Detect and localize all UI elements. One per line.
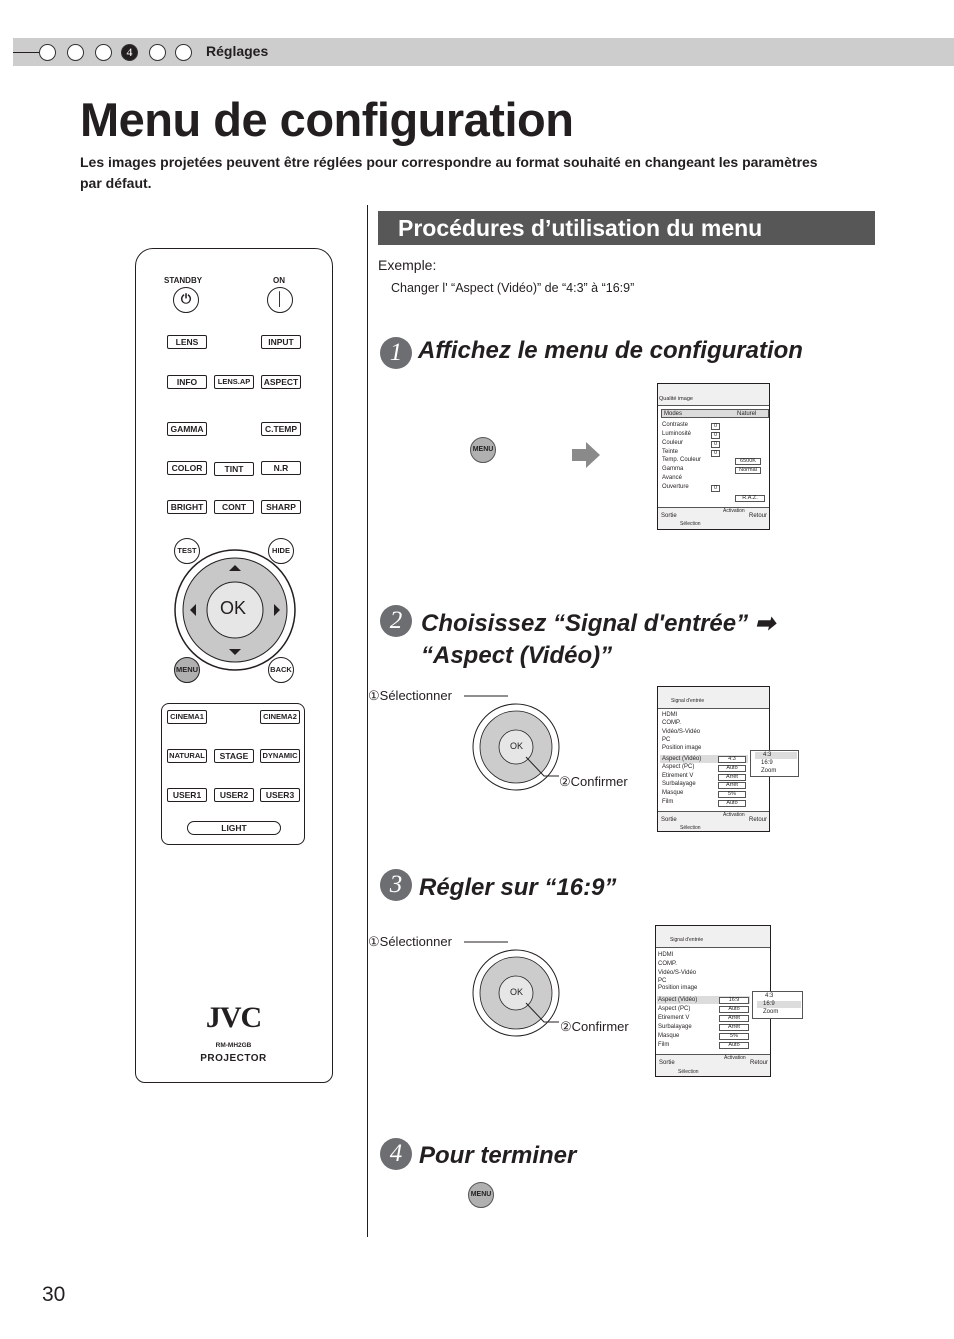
select-label: ①Sélectionner <box>368 934 452 949</box>
section-circle-1 <box>39 44 56 61</box>
footer-return: Retour <box>750 1060 769 1066</box>
step-1-title: Affichez le menu de configuration <box>418 337 803 364</box>
setting-value: Arrêt <box>718 774 746 781</box>
step-2-number: 2 <box>380 605 412 637</box>
modes-label: Modes <box>664 411 683 417</box>
column-divider <box>367 205 368 1237</box>
footer-exit: Sortie <box>661 513 677 519</box>
section-circle-5 <box>149 44 166 61</box>
remote-button-ctemp: C.TEMP <box>261 422 301 436</box>
menu-footer <box>658 507 769 529</box>
modes-value: Naturel <box>737 411 757 417</box>
slider-value: 0 <box>711 485 720 492</box>
remote-button-bright: BRIGHT <box>167 500 207 514</box>
remote-button-lensap: LENS.AP <box>214 375 254 389</box>
menu-press-icon: MENU <box>470 437 496 463</box>
menu-row: Masque <box>658 1033 680 1039</box>
remote-button-lens: LENS <box>167 335 207 349</box>
popup-option: 4:3 <box>763 752 772 758</box>
jvc-logo: JVC <box>205 1001 262 1034</box>
dpad-press-icon <box>464 937 584 1047</box>
menu-row: Vidéo/S-Vidéo <box>662 729 701 735</box>
menu-row: Aspect (PC) <box>662 764 695 770</box>
footer-exit: Sortie <box>661 817 677 823</box>
remote-button-gamma: GAMMA <box>167 422 207 436</box>
section-title-bar: Procédures d’utilisation du menu <box>378 211 875 245</box>
remote-button-color: COLOR <box>167 461 207 475</box>
page-title: Menu de configuration <box>80 93 574 146</box>
remote-control-illustration <box>135 248 333 1083</box>
menu-footer <box>658 811 769 831</box>
remote-button-hide: HIDE <box>268 538 294 564</box>
remote-button-tint: TINT <box>214 462 254 476</box>
setting-value: Auto <box>718 800 746 807</box>
menu-row: Contraste <box>662 422 689 428</box>
footer-select: Sélection <box>680 521 701 527</box>
section-circle-6 <box>175 44 192 61</box>
setting-value: 5% <box>719 1033 749 1040</box>
menu-row: Luminosité <box>662 431 692 437</box>
menu-row: Surbalayage <box>658 1024 692 1030</box>
menu-row: Avancé <box>662 475 682 481</box>
remote-button-light: LIGHT <box>187 821 281 835</box>
step-2-title-line1: Choisissez “Signal d'entrée” ➡ <box>421 610 775 637</box>
remote-button-ok: OK <box>220 598 247 618</box>
remote-button-sharp: SHARP <box>261 500 301 514</box>
menu-row: Masque <box>662 790 684 796</box>
section-header-bar <box>13 38 954 66</box>
menu-press-icon: MENU <box>468 1182 494 1208</box>
slider-value: 0 <box>711 432 720 439</box>
header-rule <box>13 52 39 53</box>
menu-row: Position image <box>658 985 698 991</box>
remote-button-user3: USER3 <box>260 788 300 802</box>
setting-value: Arrêt <box>718 782 746 789</box>
footer-select: Sélection <box>678 1069 699 1075</box>
menu-row: Vidéo/S-Vidéo <box>658 970 697 976</box>
slider-value: 0 <box>711 423 720 430</box>
setting-value: Auto <box>719 1042 749 1049</box>
menu-row: PC <box>662 737 671 743</box>
setting-value: Arrêt <box>719 1015 749 1022</box>
footer-activation: Activation <box>724 1055 746 1061</box>
remote-button-user1: USER1 <box>167 788 207 802</box>
remote-button-aspect: ASPECT <box>261 375 301 389</box>
modes-row <box>661 409 769 418</box>
aspect-popup <box>752 991 803 1019</box>
footer-activation: Activation <box>723 508 745 514</box>
remote-button-dynamic: DYNAMIC <box>260 749 300 763</box>
popup-option: 16:9 <box>763 1001 775 1007</box>
footer-return: Retour <box>749 513 768 519</box>
remote-button-back: BACK <box>268 657 294 683</box>
mode-button-panel <box>161 703 305 845</box>
setting-value: Auto <box>718 765 746 772</box>
remote-button-cinema2: CINEMA2 <box>260 710 300 724</box>
remote-button-cinema1: CINEMA1 <box>167 710 207 724</box>
slider-value: 0 <box>711 450 720 457</box>
popup-option: Zoom <box>763 1009 779 1015</box>
remote-button-menu: MENU <box>174 657 200 683</box>
footer-activation: Activation <box>723 812 745 818</box>
menu-row: Etirement V <box>662 773 694 779</box>
step-2-title-line2: “Aspect (Vidéo)” <box>421 642 613 669</box>
setting-value: 4:3 <box>718 756 746 763</box>
step-1-number: 1 <box>380 337 412 369</box>
dpad-press-icon <box>464 691 584 801</box>
menu-row: Couleur <box>662 440 684 446</box>
on-label: ON <box>273 276 285 285</box>
standby-power-icon: ⏻ <box>173 287 199 313</box>
popup-option: 4:3 <box>765 993 774 999</box>
remote-button-stage: STAGE <box>214 749 254 763</box>
setting-value: Auto <box>719 1006 749 1013</box>
example-label: Exemple: <box>378 257 437 273</box>
tab-label: Signal d'entrée <box>670 937 704 943</box>
footer-return: Retour <box>749 817 768 823</box>
dpad-ok-label: OK <box>510 987 524 997</box>
popup-option: Zoom <box>761 768 777 774</box>
tab-label: Qualité image <box>659 396 693 402</box>
arrow-right-icon <box>572 442 602 468</box>
example-text: Changer l' “Aspect (Vidéo)” de “4:3” à “16:9” <box>391 281 635 295</box>
section-circle-2 <box>67 44 84 61</box>
menu-row: Temp. Couleur <box>662 457 702 463</box>
select-label: ①Sélectionner <box>368 688 452 703</box>
dpad-ok-label: OK <box>510 741 524 751</box>
remote-button-input: INPUT <box>261 335 301 349</box>
menu-row: Ouverture <box>662 484 689 490</box>
remote-projector-label: PROJECTOR <box>200 1053 267 1064</box>
setting-value: Arrêt <box>719 1024 749 1031</box>
step-4-number: 4 <box>380 1138 412 1170</box>
slider-value: 0 <box>711 441 720 448</box>
menu-tab-bar <box>658 384 769 406</box>
page-number: 30 <box>42 1283 66 1306</box>
menu-row: Teinte <box>662 449 679 455</box>
aspect-popup <box>750 750 799 777</box>
step-3-number: 3 <box>380 869 412 901</box>
popup-option: 16:9 <box>761 760 773 766</box>
remote-button-natural: NATURAL <box>167 749 207 763</box>
footer-exit: Sortie <box>659 1060 675 1066</box>
confirm-label: ②Confirmer <box>560 1019 629 1034</box>
remote-button-user2: USER2 <box>214 788 254 802</box>
temp-value: 6500K <box>735 458 761 465</box>
menu-row: Aspect (Vidéo) <box>662 756 702 762</box>
standby-label: STANDBY <box>164 276 203 285</box>
reset-button: R.A.Z. <box>735 495 765 502</box>
menu-row: Aspect (Vidéo) <box>658 997 698 1003</box>
section-label: Réglages <box>206 43 269 59</box>
setting-value: 16:9 <box>719 997 749 1004</box>
menu-row: Position image <box>662 745 702 751</box>
menu-row: Etirement V <box>658 1015 690 1021</box>
setting-value: 5% <box>718 791 746 798</box>
step-4-title: Pour terminer <box>419 1142 577 1169</box>
confirm-label: ②Confirmer <box>559 774 628 789</box>
gamma-value: Normal <box>735 467 761 474</box>
menu-row: HDMI <box>662 712 678 718</box>
remote-button-info: INFO <box>167 375 207 389</box>
section-circle-3 <box>95 44 112 61</box>
menu-row: COMP. <box>662 720 681 726</box>
on-button-icon: │ <box>267 287 293 313</box>
step-3-title: Régler sur “16:9” <box>419 874 617 901</box>
footer-select: Sélection <box>680 825 701 831</box>
remote-button-test: TEST <box>174 538 200 564</box>
menu-footer <box>656 1054 770 1076</box>
screen-picture-quality-menu <box>657 383 770 530</box>
menu-row: Film <box>658 1042 670 1048</box>
menu-row: Gamma <box>662 466 684 472</box>
menu-row: COMP. <box>658 961 677 967</box>
section-circle-current: 4 <box>121 44 138 61</box>
remote-model: RM-MH2GB <box>215 1042 252 1049</box>
menu-row: HDMI <box>658 952 674 958</box>
intro-text: Les images projetées peuvent être réglées pour correspondre au format souhaité en changeant les paramètres par défaut. <box>80 154 818 191</box>
menu-row: PC <box>658 978 667 984</box>
menu-row: Aspect (PC) <box>658 1006 691 1012</box>
remote-button-cont: CONT <box>214 500 254 514</box>
menu-row: Film <box>662 799 674 805</box>
menu-row: Surbalayage <box>662 781 696 787</box>
remote-button-nr: N.R <box>261 461 301 475</box>
tab-label: Signal d'entrée <box>671 698 705 704</box>
